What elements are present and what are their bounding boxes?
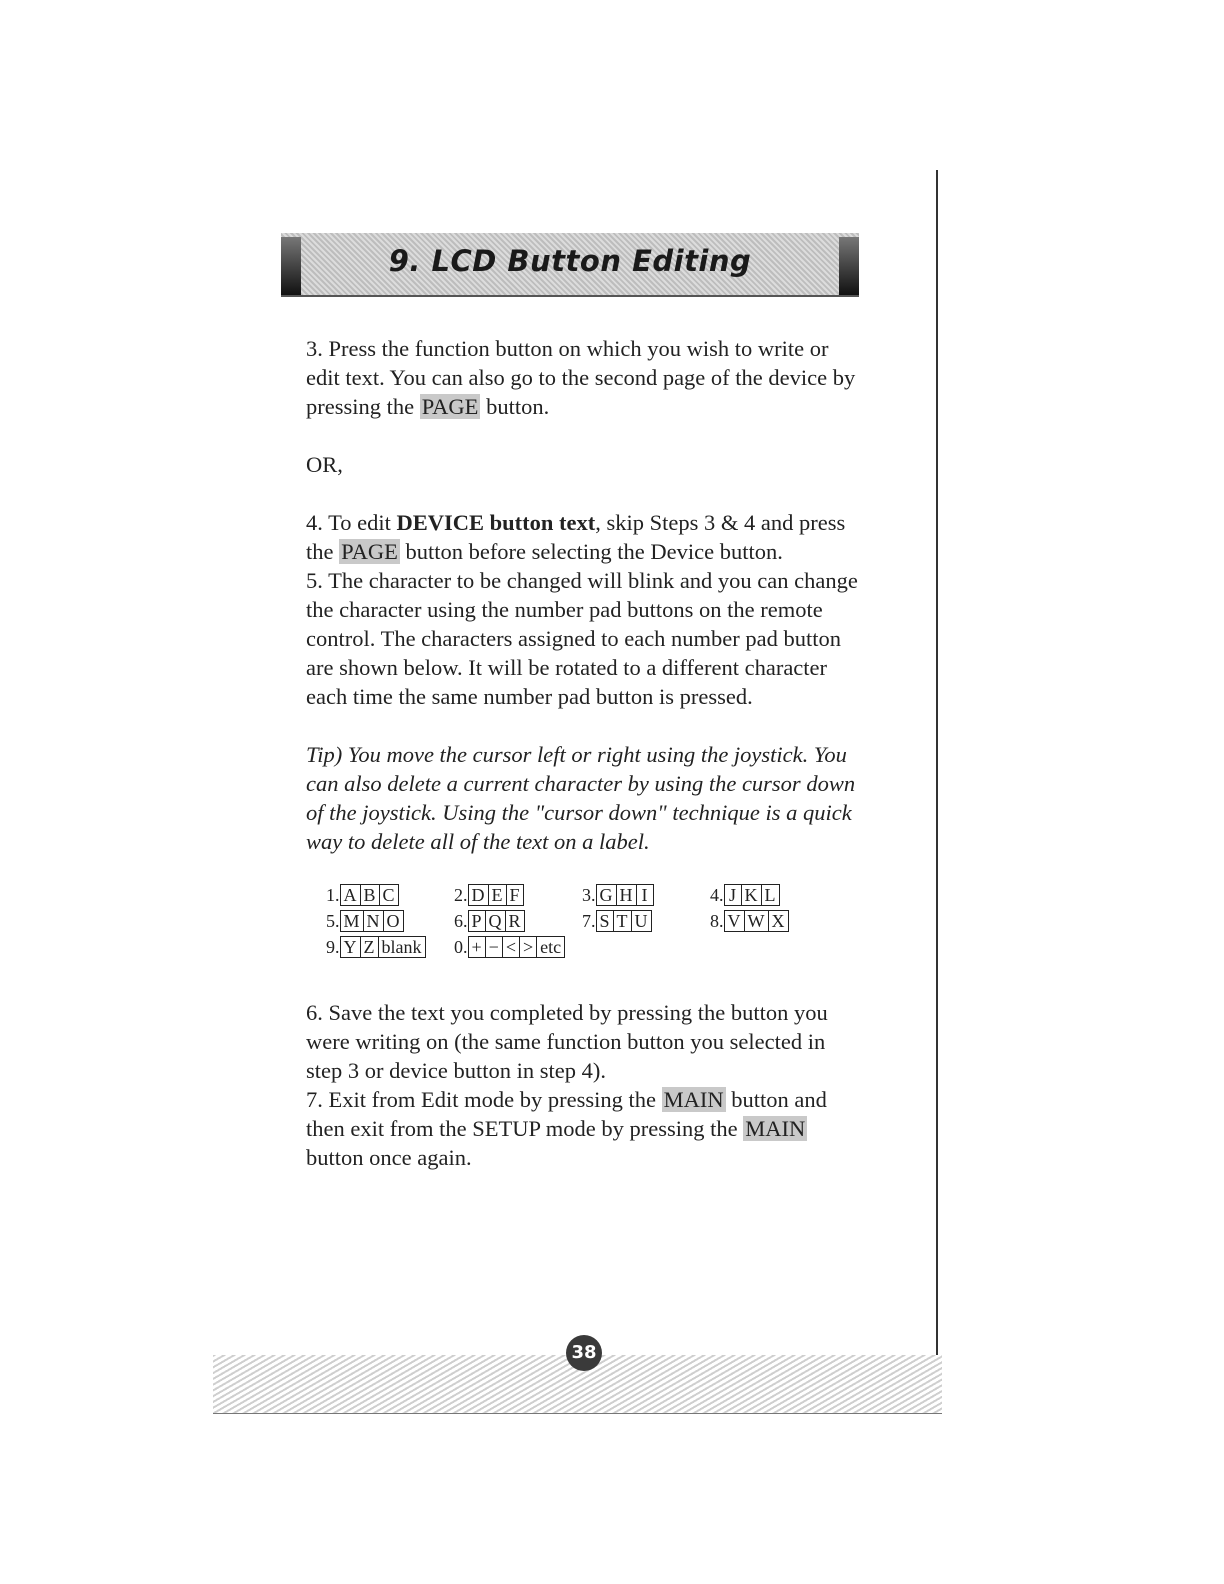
keypad-number: 6.: [454, 911, 468, 931]
section-title: 9. LCD Button Editing: [388, 244, 752, 278]
keypad-char-box: C: [379, 884, 399, 906]
keypad-group: [582, 882, 710, 908]
keypad-char-box: U: [631, 910, 652, 932]
keypad-char-box: Z: [360, 936, 379, 958]
keypad-number: 5.: [326, 911, 340, 931]
keypad-char-box: J: [724, 884, 742, 906]
keypad-char-box: K: [741, 884, 762, 906]
keypad-char-box: B: [360, 884, 380, 906]
keypad-number: 7.: [582, 911, 596, 931]
keypad-char-box: G: [596, 884, 617, 906]
keypad-char-box: blank: [378, 936, 426, 958]
keypad-char-box: Y: [340, 936, 361, 958]
keypad-group: [710, 882, 838, 908]
margin-rule: [936, 170, 938, 1412]
device-button-text-emphasis: DEVICE button text: [396, 510, 596, 535]
keypad-char-box: <: [502, 936, 520, 958]
keypad-char-box: L: [761, 884, 780, 906]
keypad-char-box: N: [363, 910, 384, 932]
keypad-char-box: R: [505, 910, 525, 932]
keypad-char-box: D: [468, 884, 489, 906]
keypad-char-box: H: [616, 884, 637, 906]
keypad-char-box: +: [468, 936, 486, 958]
keypad-char-box: M: [340, 910, 364, 932]
step-3: 3. Press the function button on which you wish to write or edit text. You can also go to the second page of the device by pressing the PAGE button.: [306, 336, 856, 419]
step-6: 6. Save the text you completed by pressing the button you were writing on (the same function button you selected in step 3 or device button in step 4).: [306, 1000, 828, 1083]
keypad-number: 9.: [326, 937, 340, 957]
keypad-group: [326, 934, 454, 960]
page-number: 38: [566, 1335, 602, 1371]
keypad-group: [710, 908, 838, 934]
keypad-row: [326, 934, 866, 960]
keypad-char-box: etc: [536, 936, 565, 958]
step-4: 4. To edit DEVICE button text, skip Steps 3 & 4 and press the PAGE button before selecting the Device button.: [306, 510, 846, 564]
keypad-char-box: Q: [485, 910, 506, 932]
page-content: [306, 334, 866, 1172]
keypad-char-box: X: [768, 910, 789, 932]
keypad-number: 0.: [454, 937, 468, 957]
keypad-group: [326, 908, 454, 934]
keypad-number: 3.: [582, 885, 596, 905]
or-separator: OR,: [306, 452, 343, 477]
step-7: 7. Exit from Edit mode by pressing the MAIN button and then exit from the SETUP mode by pressing the MAIN button once again.: [306, 1087, 827, 1170]
keypad-number: 8.: [710, 911, 724, 931]
main-button-label: MAIN: [745, 1116, 806, 1141]
keypad-group: [582, 908, 710, 934]
keypad-number: 1.: [326, 885, 340, 905]
keypad-char-box: V: [724, 910, 745, 932]
keypad-char-box: T: [613, 910, 632, 932]
keypad-char-box: >: [519, 936, 537, 958]
keypad-char-box: −: [485, 936, 503, 958]
keypad-number: 2.: [454, 885, 468, 905]
keypad-group: [454, 934, 582, 960]
keypad-group: [326, 882, 454, 908]
keypad-row: [326, 908, 866, 934]
keypad-char-box: S: [596, 910, 614, 932]
step-5: 5. The character to be changed will blink and you can change the character using the number pad buttons on the remote control. The characters assigned to each number pad button are shown below. It will be rotated to a different character each time the same number pad button is pressed.: [306, 568, 858, 709]
tip-note: Tip) You move the cursor left or right using the joystick. You can also delete a current character by using the cursor down of the joystick. Using the "cursor down" technique is a quick way to delete all of the text on a label.: [306, 742, 856, 854]
keypad-number: 4.: [710, 885, 724, 905]
keypad-char-box: I: [636, 884, 654, 906]
page-button-label: PAGE: [341, 539, 398, 564]
keypad-group: [454, 882, 582, 908]
keypad-char-box: P: [468, 910, 486, 932]
keypad-character-map: [326, 882, 866, 960]
keypad-char-box: O: [383, 910, 404, 932]
section-header-banner: [281, 233, 859, 297]
keypad-char-box: W: [744, 910, 769, 932]
keypad-group: [454, 908, 582, 934]
keypad-row: [326, 882, 866, 908]
keypad-char-box: A: [340, 884, 361, 906]
page-button-label: PAGE: [421, 394, 479, 419]
keypad-char-box: F: [506, 884, 524, 906]
main-button-label: MAIN: [663, 1087, 724, 1112]
keypad-char-box: E: [488, 884, 507, 906]
